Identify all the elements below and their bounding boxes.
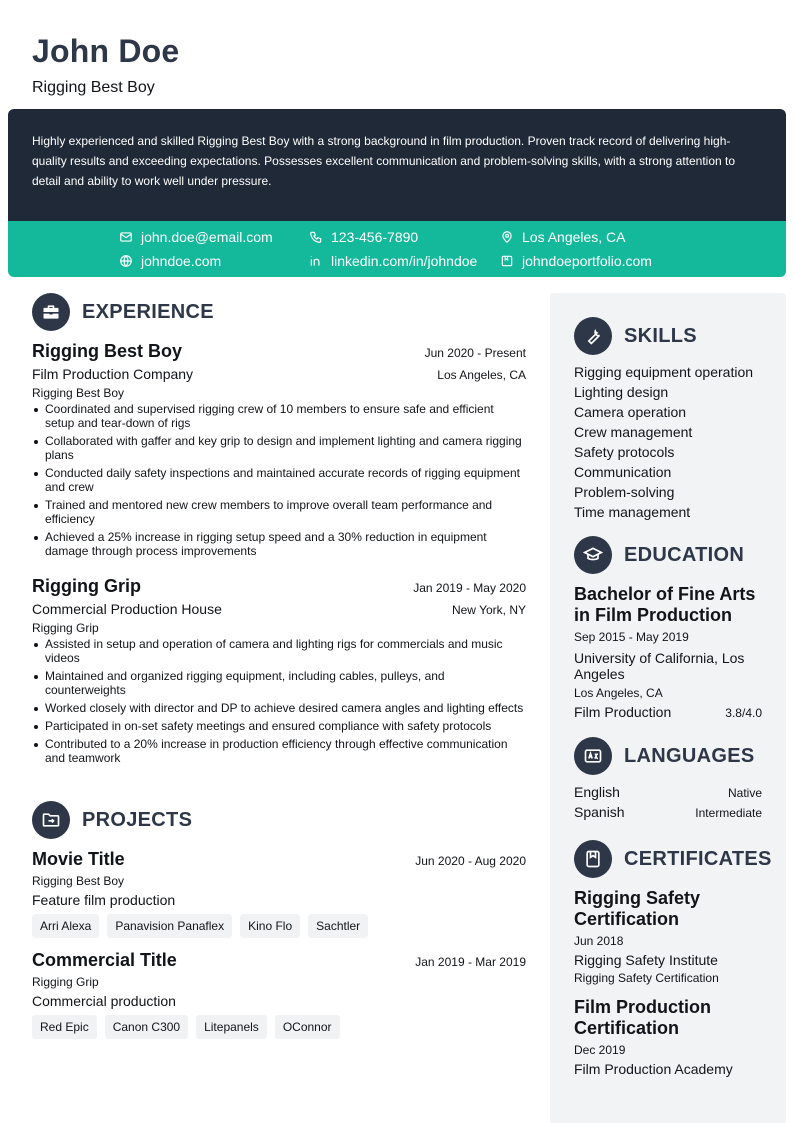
experience-item — [32, 576, 526, 769]
job-date: Jun 2020 - Present — [424, 346, 526, 360]
globe-icon — [119, 254, 133, 268]
project-date: Jan 2019 - Mar 2019 — [415, 955, 526, 969]
education-item — [574, 584, 762, 720]
skill-item: Problem-solving — [574, 484, 675, 500]
contact-linkedin-text: linkedin.com/in/johndoe — [331, 253, 478, 269]
contact-portfolio[interactable] — [500, 253, 652, 269]
job-title: Rigging Best Boy — [32, 341, 183, 361]
tag: Panavision Panaflex — [107, 914, 232, 938]
contact-phone[interactable] — [309, 229, 418, 245]
job-role: Rigging Best Boy — [32, 386, 125, 400]
folder-icon — [41, 810, 61, 830]
list-item: Achieved a 25% increase in rigging setup speed and a 30% reduction in equipment damage through process improvements — [32, 530, 526, 558]
degree: Bachelor of Fine Arts in Film Production — [574, 584, 756, 625]
phone-icon — [309, 230, 323, 244]
skills-icon-circle — [574, 317, 612, 355]
education-heading — [574, 536, 744, 574]
summary-panel — [8, 109, 786, 221]
field-of-study: Film Production — [574, 704, 672, 720]
experience-item — [32, 341, 526, 562]
school-name: University of California, Los Angeles — [574, 650, 745, 682]
certificates-title: CERTIFICATES — [624, 847, 772, 870]
linkedin-icon — [309, 254, 323, 268]
skill-item: Rigging equipment operation — [574, 364, 754, 380]
contact-portfolio-text: johndoeportfolio.com — [522, 253, 652, 269]
projects-heading — [32, 801, 192, 839]
list-item: Maintained and organized rigging equipment, including cables, pulleys, and counterweights — [32, 669, 526, 697]
certificate-detail: Rigging Safety Certification — [574, 971, 719, 985]
project-title: Movie Title — [32, 849, 125, 869]
contact-phone-text: 123-456-7890 — [331, 229, 419, 245]
languages-title: LANGUAGES — [624, 744, 755, 767]
certificate-name: Film Production Certification — [574, 997, 711, 1038]
project-role: Rigging Best Boy — [32, 874, 125, 888]
briefcase-icon — [41, 302, 61, 322]
skill-item: Safety protocols — [574, 444, 675, 460]
certificate-icon — [583, 849, 603, 869]
list-item: Conducted daily safety inspections and maintained accurate records of rigging equipment and crew — [32, 466, 526, 494]
tag: Canon C300 — [105, 1015, 188, 1039]
certificate-name: Rigging Safety Certification — [574, 888, 701, 929]
mail-icon — [119, 230, 133, 244]
education-location: Los Angeles, CA — [574, 686, 663, 700]
contact-bar — [8, 221, 786, 277]
job-location: New York, NY — [451, 603, 526, 617]
map-pin-icon — [500, 230, 514, 244]
skill-item: Communication — [574, 464, 672, 480]
list-item: Coordinated and supervised rigging crew of 10 members to ensure safe and efficient setup and tear-down of rigs — [32, 402, 526, 430]
contact-location-text: Los Angeles, CA — [522, 229, 626, 245]
project-item — [32, 950, 526, 1039]
tag: Arri Alexa — [32, 914, 99, 938]
list-item: Worked closely with director and DP to achieve desired camera angles and lighting effects — [32, 701, 526, 715]
portfolio-icon — [500, 254, 514, 268]
experience-heading — [32, 293, 214, 331]
languages-list — [574, 783, 762, 823]
list-item: Participated in on-set safety meetings and ensured compliance with safety protocols — [32, 719, 526, 733]
projects-title: PROJECTS — [82, 808, 193, 831]
language-name: English — [574, 784, 620, 800]
certificates-heading — [574, 840, 772, 878]
language-level: Native — [727, 786, 762, 800]
education-date: Sep 2015 - May 2019 — [574, 630, 689, 644]
job-role: Rigging Grip — [32, 621, 99, 635]
summary-text: Highly experienced and skilled Rigging Best Boy with a strong background in film production. Proven track record of delivering high-quality results and exceeding expectations. Possesses excellent communication and problem-solving skills, with a strong attention to detail and ability to work well under pressure. — [32, 134, 736, 188]
project-role: Rigging Grip — [32, 975, 99, 989]
project-description: Commercial production — [32, 993, 176, 1009]
skill-item: Camera operation — [574, 404, 687, 420]
project-tags — [32, 914, 526, 938]
languages-heading — [574, 737, 754, 775]
list-item: Contributed to a 20% increase in production efficiency through effective communication and teamwork — [32, 737, 526, 765]
project-item — [32, 849, 526, 938]
list-item: Assisted in setup and operation of camera and lighting rigs for commercials and music videos — [32, 637, 526, 665]
tag: Kino Flo — [240, 914, 300, 938]
project-tags — [32, 1015, 526, 1039]
certificate-issuer: Rigging Safety Institute — [574, 952, 718, 968]
tag: OConnor — [275, 1015, 340, 1039]
skills-heading — [574, 317, 697, 355]
tag: Sachtler — [308, 914, 368, 938]
job-date: Jan 2019 - May 2020 — [413, 581, 526, 595]
contact-email-text: john.doe@email.com — [141, 229, 273, 245]
certificate-item — [574, 888, 762, 985]
job-bullets — [32, 402, 526, 558]
candidate-title: Rigging Best Boy — [32, 79, 155, 96]
tag: Litepanels — [196, 1015, 267, 1039]
certificate-item — [574, 997, 762, 1077]
skill-item: Crew management — [574, 424, 693, 440]
contact-location — [500, 229, 626, 245]
language-name: Spanish — [574, 804, 625, 820]
certificate-date: Dec 2019 — [574, 1043, 626, 1057]
tag: Red Epic — [32, 1015, 97, 1039]
company-name: Film Production Company — [32, 366, 194, 382]
list-item: Collaborated with gaffer and key grip to design and implement lighting and camera rigging plans — [32, 434, 526, 462]
contact-email[interactable] — [119, 229, 273, 245]
candidate-name: John Doe — [32, 33, 180, 69]
project-description: Feature film production — [32, 892, 176, 908]
skill-item: Time management — [574, 504, 691, 520]
contact-linkedin[interactable] — [309, 253, 477, 269]
education-icon-circle — [574, 536, 612, 574]
translate-icon — [583, 746, 603, 766]
graduation-cap-icon — [583, 545, 603, 565]
list-item: Trained and mentored new crew members to improve overall team performance and efficiency — [32, 498, 526, 526]
job-location: Los Angeles, CA — [437, 368, 526, 382]
job-bullets — [32, 637, 526, 765]
experience-icon-circle — [32, 293, 70, 331]
certificates-icon-circle — [574, 840, 612, 878]
education-title: EDUCATION — [624, 543, 745, 566]
resume-header — [32, 32, 179, 98]
project-title: Commercial Title — [32, 950, 177, 970]
languages-icon-circle — [574, 737, 612, 775]
wrench-icon — [583, 326, 603, 346]
language-level: Intermediate — [695, 806, 762, 820]
skills-title: SKILLS — [624, 324, 697, 347]
certificate-issuer: Film Production Academy — [574, 1061, 733, 1077]
job-title: Rigging Grip — [32, 576, 141, 596]
contact-website[interactable] — [119, 253, 221, 269]
project-date: Jun 2020 - Aug 2020 — [415, 854, 526, 868]
skills-list — [574, 362, 762, 522]
gpa: 3.8/4.0 — [725, 706, 762, 720]
experience-title: EXPERIENCE — [82, 300, 214, 323]
projects-icon-circle — [32, 801, 70, 839]
skill-item: Lighting design — [574, 384, 669, 400]
contact-website-text: johndoe.com — [141, 253, 222, 269]
certificate-date: Jun 2018 — [574, 934, 624, 948]
company-name: Commercial Production House — [32, 601, 222, 617]
